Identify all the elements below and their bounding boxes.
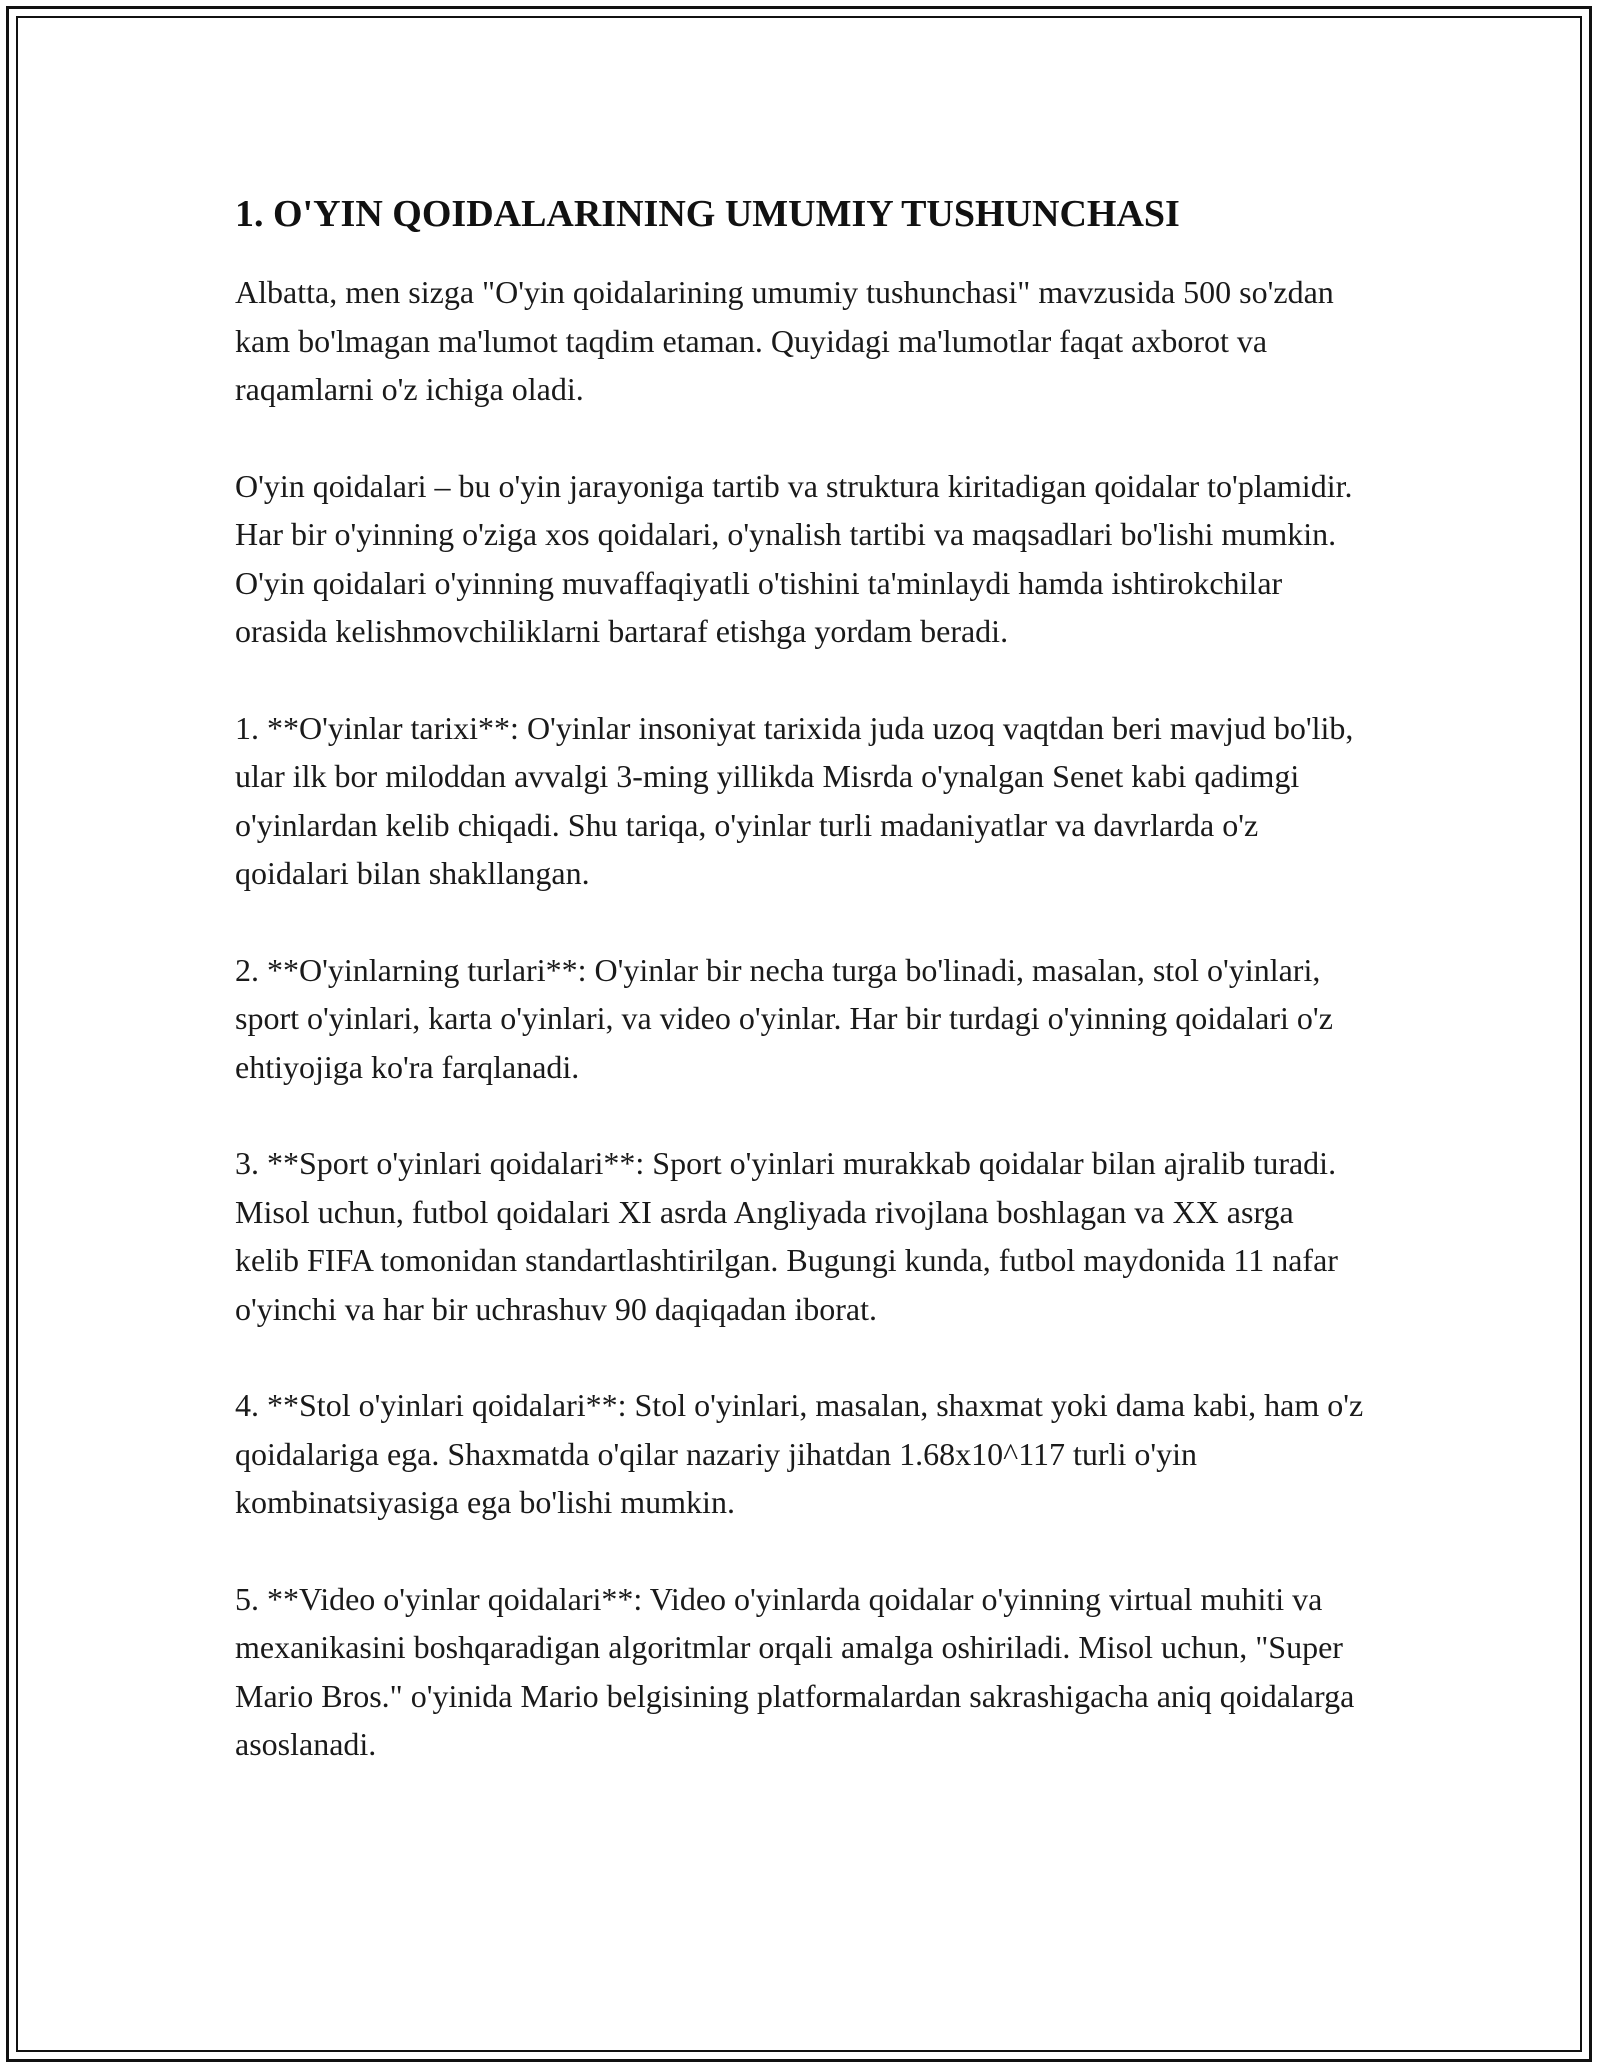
paragraph-sport-rules: 3. **Sport o'yinlari qoidalari**: Sport o'yinlari murakkab qoidalar bilan ajralib turadi. Misol uchun, futbol qoidalari XI asrda Angliyada rivojlana boshlagan va XX asrga kelib FIFA tomonidan standartlashtirilgan. Bugungi kunda, futbol maydonida 11 nafar o'yinchi va har bir uchrashuv 90 daqiqadan iborat. xyxy=(235,1145,1338,1327)
document-body xyxy=(235,188,1365,1817)
section-heading: 1. O'YIN QOIDALARINING UMUMIY TUSHUNCHASI xyxy=(235,193,1180,235)
paragraph-types: 2. **O'yinlarning turlari**: O'yinlar bir necha turga bo'linadi, masalan, stol o'yinlari, sport o'yinlari, karta o'yinlari, va video o'yinlar. Har bir turdagi o'yinning qoidalari o'z ehtiyojiga ko'ra farqlanadi. xyxy=(235,951,1333,1085)
paragraph-intro: Albatta, men sizga "O'yin qoidalarining umumiy tushunchasi" mavzusida 500 so'zdan kam bo'lmagan ma'lumot taqdim etaman. Quyidagi ma'lumotlar faqat axborot va raqamlarni o'z ichiga oladi. xyxy=(235,274,1334,407)
paragraph-definition: O'yin qoidalari – bu o'yin jarayoniga tartib va struktura kiritadigan qoidalar to'plamidir. Har bir o'yinning o'ziga xos qoidalari, o'ynalish tartibi va maqsadlari bo'lishi mumkin. O'yin qoidalari o'yinning muvaffaqiyatli o'tishini ta'minlaydi hamda ishtirokchilar orasida kelishmovchiliklarni bartaraf etishga yordam beradi. xyxy=(235,467,1353,649)
paragraph-video-rules: 5. **Video o'yinlar qoidalari**: Video o'yinlarda qoidalar o'yinning virtual muhiti va mexanikasini boshqaradigan algoritmlar orqali amalga oshiriladi. Misol uchun, "Super Mario Bros." o'yinida Mario belgisining platformalardan sakrashigacha aniq qoidalarga asoslanadi. xyxy=(235,1580,1355,1762)
paragraph-board-rules: 4. **Stol o'yinlari qoidalari**: Stol o'yinlari, masalan, shaxmat yoki dama kabi, ham o'z qoidalariga ega. Shaxmatda o'qilar nazariy jihatdan 1.68x10^117 turli o'yin kombinatsiyasiga ega bo'lishi mumkin. xyxy=(235,1387,1364,1520)
paragraph-history: 1. **O'yinlar tarixi**: O'yinlar insoniyat tarixida juda uzoq vaqtdan beri mavjud bo'lib, ular ilk bor miloddan avvalgi 3-ming yillikda Misrda o'ynalgan Senet kabi qadimgi o'yinlardan kelib chiqadi. Shu tariqa, o'yinlar turli madaniyatlar va davrlarda o'z qoidalari bilan shakllangan. xyxy=(235,709,1354,891)
